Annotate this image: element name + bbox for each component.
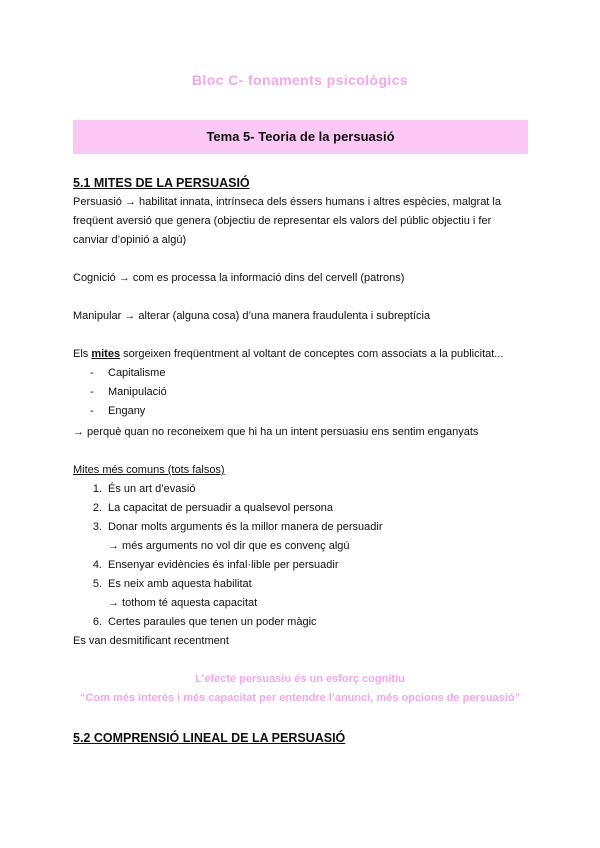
persuasio-line-1: Persuasió → habilitat innata, intrínseca dels éssers humans i altres espècies, malgrat la — [73, 196, 501, 208]
list-item: Certes paraules que tenen un poder màgic — [108, 616, 317, 628]
list-item: Ensenyar evidències és infal·lible per persuadir — [108, 559, 339, 571]
bloc-title: Bloc C- fonaments psicològics — [191, 72, 409, 88]
list-subitem: → tothom té aquesta capacitat — [108, 597, 258, 609]
list-number: 3. — [92, 521, 102, 533]
list-number: 2. — [92, 502, 102, 514]
list-item: Es neix amb aquesta habilitat — [108, 578, 252, 590]
manipular-definition: Manipular → alterar (alguna cosa) d’una manera fraudulenta i subreptícia — [73, 310, 431, 322]
mites-intro-pre: Els — [73, 348, 92, 360]
list-number: 5. — [92, 578, 102, 590]
list-item: Donar molts arguments és la millor manera de persuadir — [108, 521, 383, 533]
bullet-dash: - — [90, 405, 94, 417]
list-item: És un art d’evasió — [108, 483, 196, 495]
mites-comuns-heading: Mites més comuns (tots falsos) — [73, 464, 225, 476]
section-heading-5-1: 5.1 MITES DE LA PERSUASIÓ — [73, 176, 250, 190]
section-heading-5-2: 5.2 COMPRENSIÓ LINEAL DE LA PERSUASIÓ — [73, 731, 346, 745]
list-item: Engany — [108, 405, 146, 417]
list-number: 1. — [92, 483, 102, 495]
tema-title-box — [73, 120, 528, 154]
mites-word: mites — [91, 348, 121, 360]
desmitificant-text: Es van desmitificant recentment — [73, 635, 229, 647]
list-item: Capitalisme — [108, 367, 166, 379]
bullet-dash: - — [90, 367, 94, 379]
cognicio-definition: Cognició → com es processa la informació dins del cervell (patrons) — [73, 272, 405, 284]
list-item: La capacitat de persuadir a qualsevol persona — [108, 502, 334, 514]
mites-intro-post: sorgeixen freqüentment al voltant de conceptes com associats a la publicitat... — [120, 348, 504, 360]
highlight-quote-1: L’efecte persuasiu és un esforç cognitiu — [195, 673, 405, 685]
persuasio-line-2: freqüent aversió que genera (objectiu de representar els valors del públic objectiu i fer — [73, 215, 492, 227]
persuasio-line-3: canviar d’opinió a algú) — [73, 234, 187, 246]
bullet-dash: - — [90, 386, 94, 398]
list-number: 4. — [92, 559, 102, 571]
list-subitem: → més arguments no vol dir que es convenç algú — [108, 540, 350, 552]
mites-intro — [73, 345, 503, 364]
highlight-quote-2: “Com més interès i més capacitat per entendre l’anunci, més opcions de persuasió” — [79, 692, 521, 704]
list-number: 6. — [92, 616, 102, 628]
tema-title: Tema 5- Teoria de la persuasió — [206, 129, 395, 144]
list-item: Manipulació — [108, 386, 167, 398]
mites-conclusion: → perquè quan no reconeixem que hi ha un intent persuasiu ens sentim enganyats — [73, 426, 479, 438]
